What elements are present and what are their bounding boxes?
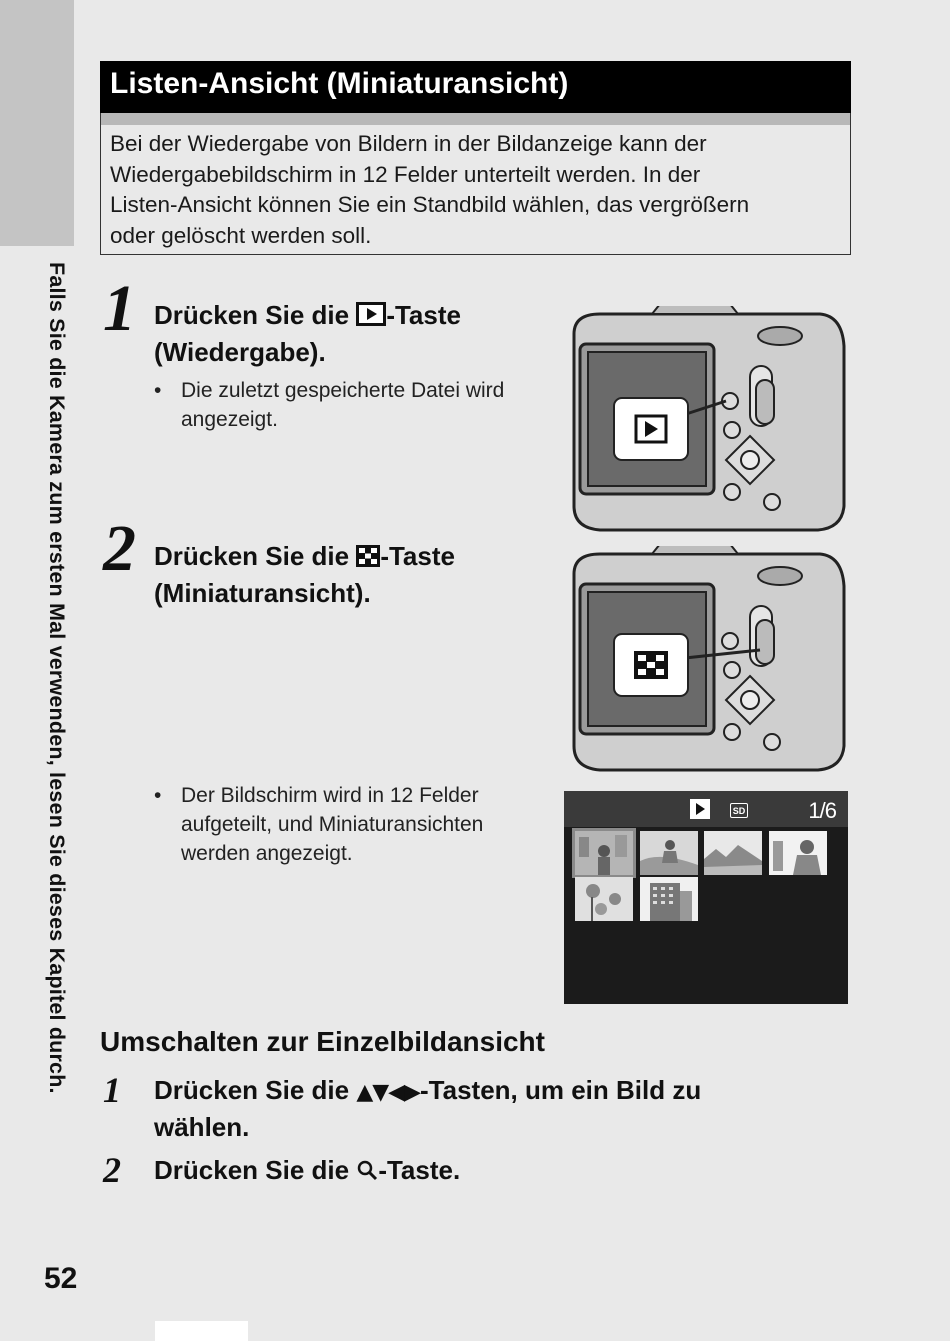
intro-box xyxy=(100,113,851,255)
step-number: 1 xyxy=(103,272,136,345)
step-text-pre: Drücken Sie die xyxy=(154,1075,357,1105)
step-note: • Der Bildschirm wird in 12 Felder aufgeteilt, und Miniaturansichten werden angezeigt. xyxy=(181,781,483,868)
step-text-post: -Taste xyxy=(380,541,455,571)
page-footer-mark xyxy=(155,1321,248,1341)
chapter-tab xyxy=(0,0,74,246)
step-instruction xyxy=(154,1073,701,1145)
subsection-heading: Umschalten zur Einzelbildansicht xyxy=(100,1026,545,1057)
step-instruction xyxy=(154,539,455,611)
thumbnail-image xyxy=(575,877,633,921)
thumbnail-image xyxy=(704,831,762,875)
camera-illustration-playback xyxy=(560,306,850,538)
note-line: Die zuletzt gespeicherte Datei wird xyxy=(181,379,505,402)
step-number: 2 xyxy=(103,512,136,585)
thumbnail-image xyxy=(575,831,633,875)
camera-illustration-thumbnail xyxy=(560,546,850,778)
zoom-icon xyxy=(356,1155,378,1190)
step-instruction xyxy=(154,298,461,370)
note-line: werden angezeigt. xyxy=(181,842,353,865)
step-text-pre: Drücken Sie die xyxy=(154,300,357,330)
intro-line: Listen-Ansicht können Sie ein Standbild wählen, das vergrößern xyxy=(110,192,750,217)
intro-line: Bei der Wiedergabe von Bildern in der Bildanzeige kann der xyxy=(110,131,707,156)
page-number: 52 xyxy=(44,1262,78,1295)
step-text-post: -Tasten, um ein Bild zu xyxy=(420,1075,702,1105)
intro-line: oder gelöscht werden soll. xyxy=(110,222,372,248)
note-line: aufgeteilt, und Miniaturansichten xyxy=(181,813,484,836)
note-line: Der Bildschirm wird in 12 Felder xyxy=(181,784,479,807)
playback-icon xyxy=(356,300,386,335)
thumbnail-screen-illustration xyxy=(564,791,848,1004)
sd-card-icon: SD xyxy=(730,803,748,818)
thumbnail-image xyxy=(640,831,698,875)
screen-status-bar xyxy=(564,791,848,827)
arrow-keys-icon: ▲▼◀▶ xyxy=(356,1080,420,1105)
step-text-post: -Taste. xyxy=(378,1155,461,1185)
step-text-pre: Drücken Sie die xyxy=(154,1155,357,1185)
intro-text xyxy=(101,125,850,251)
step-number: 1 xyxy=(103,1070,121,1110)
section-title xyxy=(100,61,851,113)
section-title-text: Listen-Ansicht (Miniaturansicht) xyxy=(110,67,569,100)
note-line: angezeigt. xyxy=(181,408,278,431)
step-text-pre: Drücken Sie die xyxy=(154,541,357,571)
step-text-line2: wählen. xyxy=(154,1112,250,1142)
chapter-title: Falls Sie die Kamera zum ersten Mal verwenden, lesen Sie dieses Kapitel durch. xyxy=(45,262,69,1094)
intro-line: Wiedergabebildschirm in 12 Felder unterteilt werden. In der xyxy=(110,161,701,187)
thumbnail-image xyxy=(769,831,827,875)
step-text-post: -Taste xyxy=(386,300,461,330)
step-note: • Die zuletzt gespeicherte Datei wird angezeigt. xyxy=(181,376,504,434)
image-counter: 1/6 xyxy=(808,798,836,823)
intro-strip xyxy=(101,113,850,125)
step-instruction xyxy=(154,1153,460,1190)
step-text-line2: (Wiedergabe). xyxy=(154,337,326,367)
step-text-line2: (Miniaturansicht). xyxy=(154,578,371,608)
thumbnail-icon xyxy=(356,541,380,576)
play-mode-icon xyxy=(690,799,710,819)
step-number: 2 xyxy=(103,1150,121,1190)
thumbnail-image xyxy=(640,877,698,921)
